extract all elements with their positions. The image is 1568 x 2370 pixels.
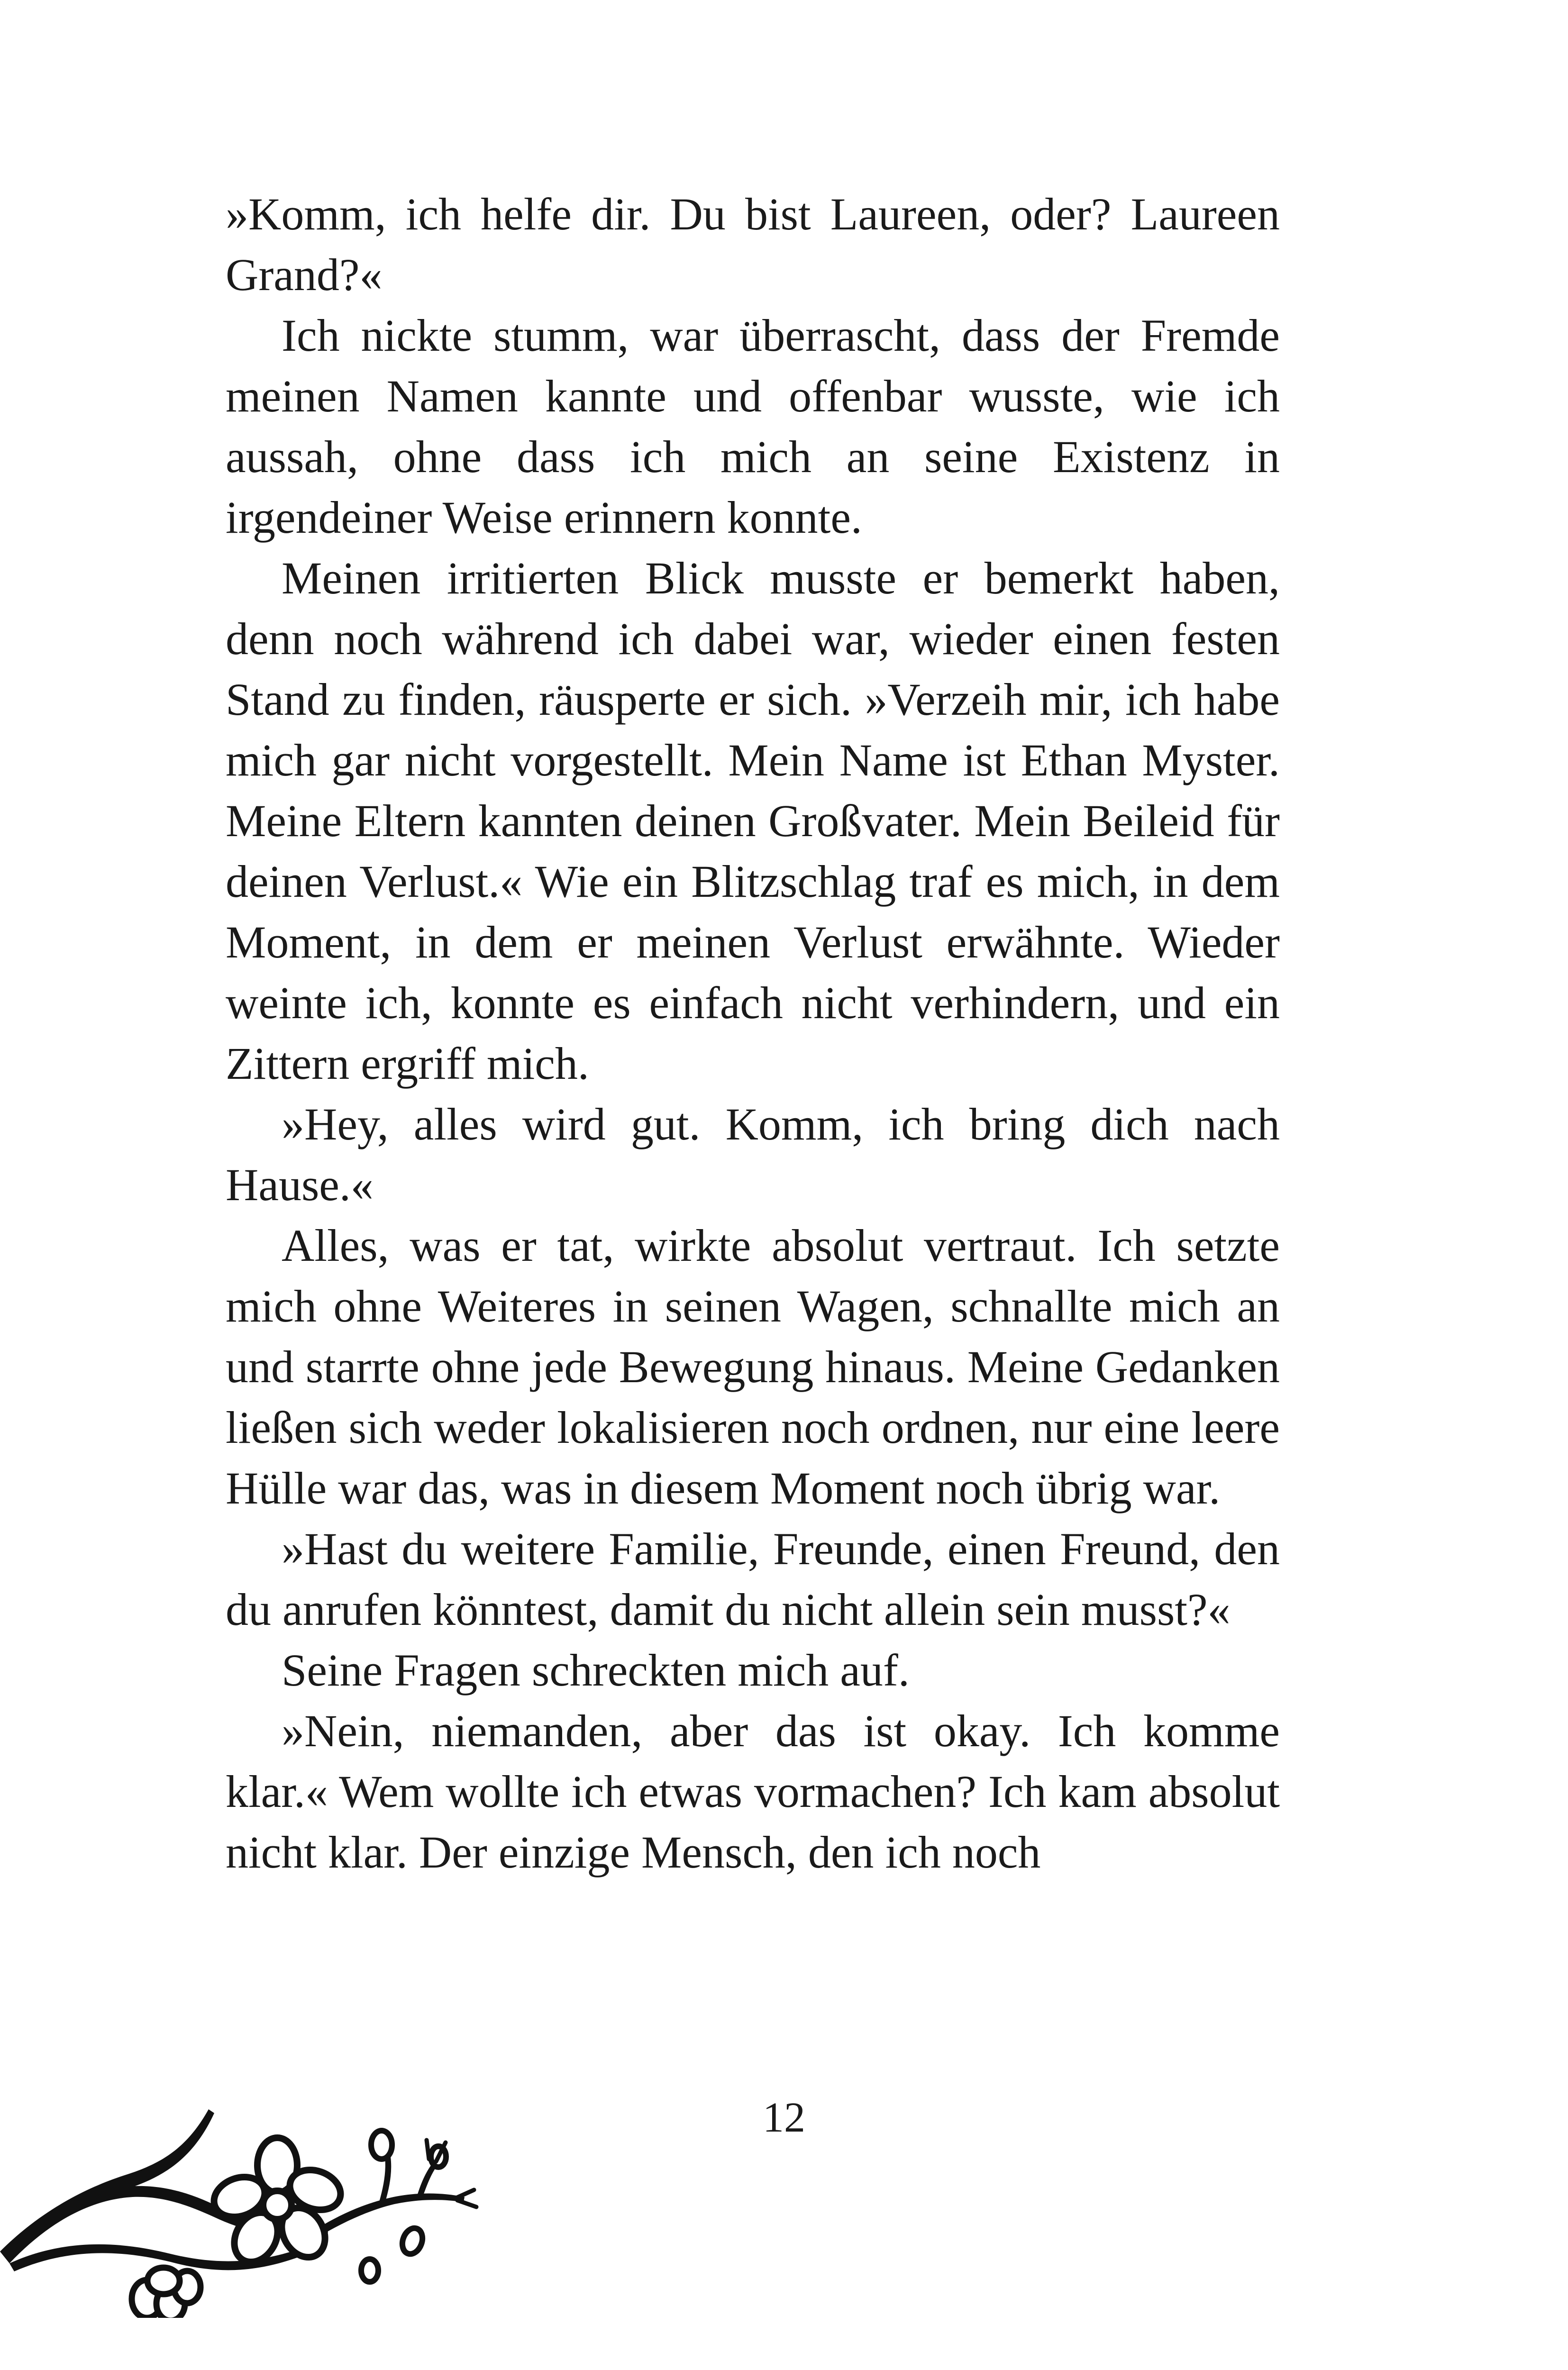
paragraph: »Komm, ich helfe dir. Du bist Laureen, oder? Laureen Grand?«: [226, 189, 1280, 300]
paragraph: Ich nickte stumm, war überrascht, dass der Fremde meinen Namen kannte und offenbar wusste, wie ich aussah, ohne dass ich mich an seine Existenz in irgendeiner Weise erinnern konnte.: [226, 310, 1280, 543]
cherry-blossom-branch-icon: [0, 2095, 483, 2318]
paragraph: Seine Fragen schreckten mich auf.: [282, 1645, 910, 1695]
paragraph: Meinen irritierten Blick musste er bemerkt haben, denn noch während ich dabei war, wieder einen festen Stand zu finden, räusperte er sich. »Verzeih mir, ich habe mich gar nicht vorgestellt. Mein Name ist Ethan Myster. Meine Eltern kannten deinen Großvater. Mein Beileid für deinen Verlust.« Wie ein Blitzschlag traf es mich, in dem Moment, in dem er meinen Verlust erwähnte. Wieder weinte ich, konnte es einfach nicht verhindern, und ein Zittern ergriff mich.: [226, 553, 1280, 1089]
paragraph: Alles, was er tat, wirkte absolut vertraut. Ich setzte mich ohne Weiteres in seinen Wagen, schnallte mich an und starrte ohne jede Bewegung hinaus. Meine Gedanken ließen sich weder lokalisieren noch ordnen, nur eine leere Hülle war das, was in diesem Moment noch übrig war.: [226, 1220, 1280, 1513]
page-number: 12: [763, 2094, 805, 2141]
body-text: [226, 184, 1280, 1883]
paragraph: »Nein, niemanden, aber das ist okay. Ich komme klar.« Wem wollte ich etwas vormachen? Ich kam absolut nicht klar. Der einzige Mensch, den ich noch: [226, 1705, 1280, 1878]
paragraph: »Hast du weitere Familie, Freunde, einen Freund, den du anrufen könntest, damit du nicht allein sein musst?«: [226, 1523, 1280, 1635]
paragraph: »Hey, alles wird gut. Komm, ich bring dich nach Hause.«: [226, 1099, 1280, 1210]
